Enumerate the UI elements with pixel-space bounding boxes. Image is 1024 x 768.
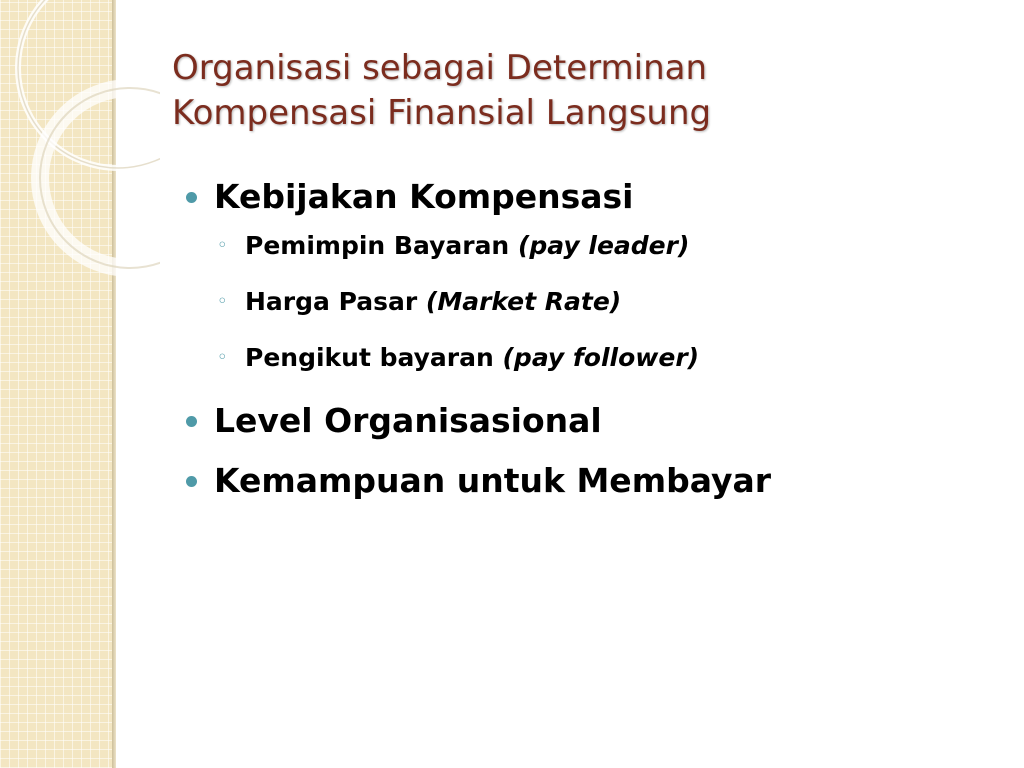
sub-bullet-item-market-rate xyxy=(214,284,984,320)
sub-bullet-label: Pemimpin Bayaran xyxy=(245,231,510,260)
hollow-circle-bullet-icon: ◦ xyxy=(217,291,228,312)
slide-title xyxy=(172,46,992,136)
sub-bullet-list xyxy=(214,228,984,376)
bullet-item-level-organisasional xyxy=(184,396,984,446)
sub-bullet-item-pay-follower xyxy=(214,340,984,376)
hollow-circle-bullet-icon: ◦ xyxy=(217,347,228,368)
bullet-dot-icon xyxy=(186,416,197,427)
bullet-item-label: Level Organisasional xyxy=(214,401,602,440)
bullet-dot-icon xyxy=(186,476,197,487)
hollow-circle-bullet-icon: ◦ xyxy=(217,235,228,256)
sub-bullet-english-term: (pay follower) xyxy=(502,343,700,372)
bullet-item-label: Kemampuan untuk Membayar xyxy=(214,461,772,500)
sub-bullet-label: Pengikut bayaran xyxy=(245,343,494,372)
bullet-item-kebijakan-kompensasi xyxy=(184,172,984,376)
slide-title-line-1: Organisasi sebagai Determinan xyxy=(172,48,708,88)
sub-bullet-label: Harga Pasar xyxy=(245,287,418,316)
sub-bullet-english-term: (Market Rate) xyxy=(425,287,622,316)
bullet-item-kemampuan-membayar xyxy=(184,456,984,506)
sub-bullet-item-pay-leader xyxy=(214,228,984,264)
bullet-dot-icon xyxy=(186,192,197,203)
sub-bullet-english-term: (pay leader) xyxy=(517,231,690,260)
bullet-item-label: Kebijakan Kompensasi xyxy=(214,177,634,216)
bullet-list xyxy=(184,172,984,516)
decorative-rings xyxy=(0,0,160,300)
slide-title-line-2: Kompensasi Finansial Langsung xyxy=(172,93,712,133)
